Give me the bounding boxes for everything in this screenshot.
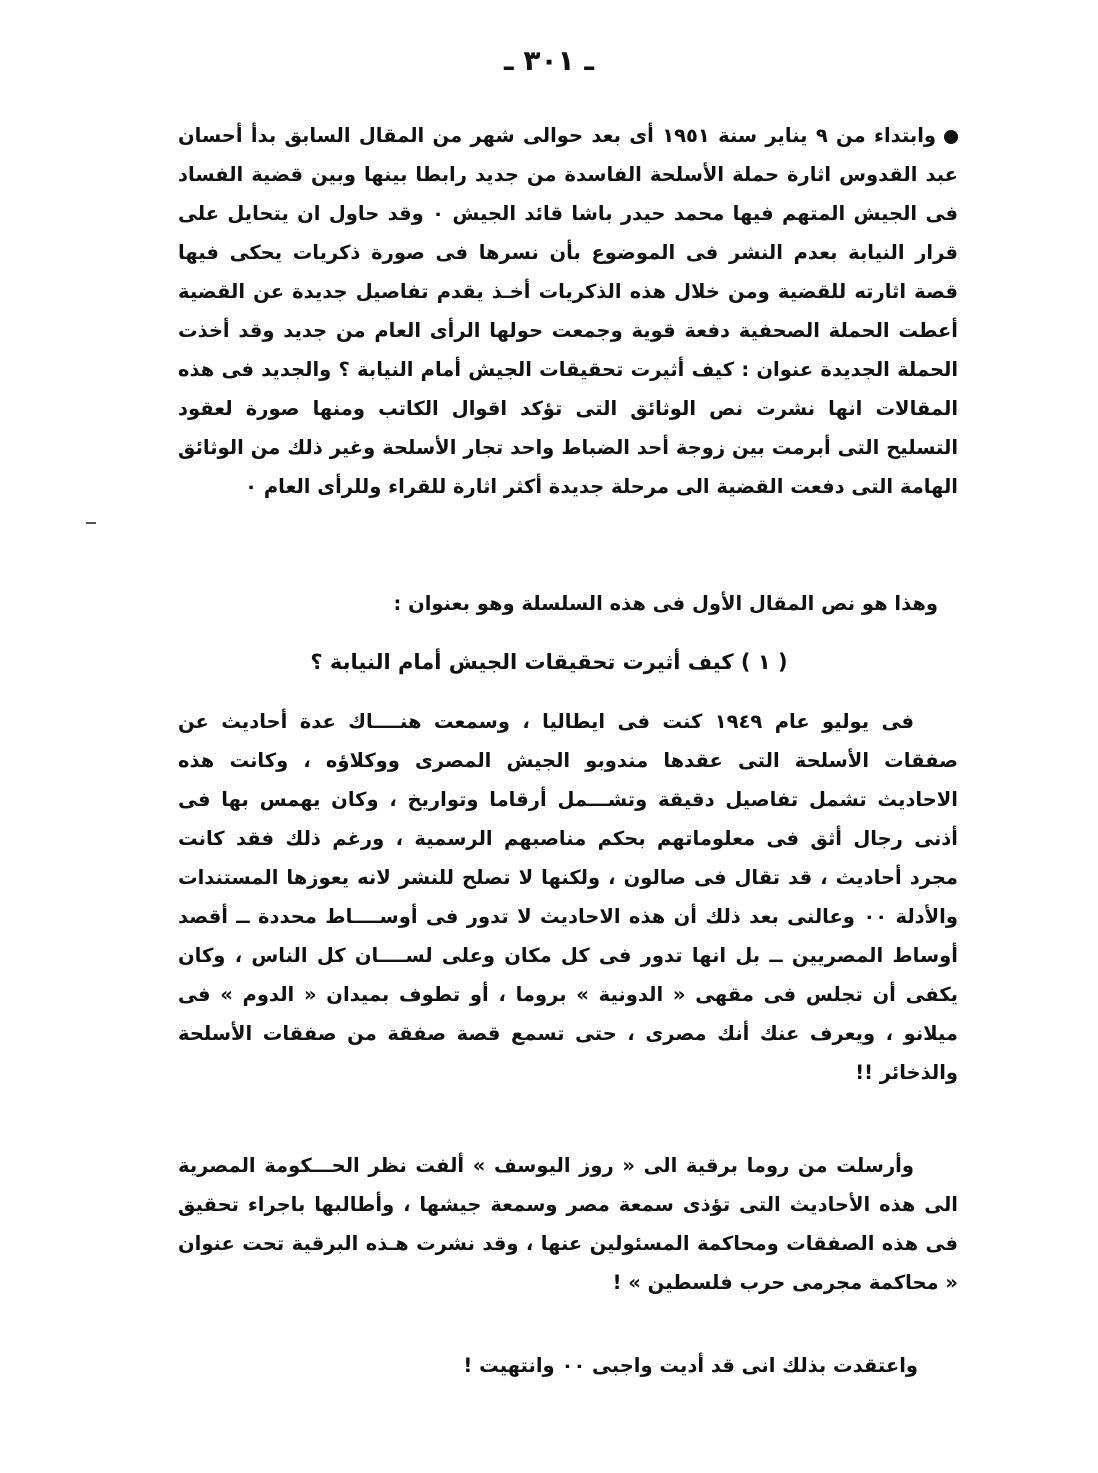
- lead-paragraph: وهذا هو نص المقال الأول فى هذه السلسلة وهو بعنوان :: [393, 592, 938, 615]
- body-paragraph-1: فى يوليو عام ١٩٤٩ كنت فى ايطاليا ، وسمعت هنــــاك عدة أحاديث عن صفقات الأسلحة التى عقدها مندوبو الجيش المصرى ووكلاؤه ، وكانت هذه الاحاديث تشمل تفاصيل دقيقة وتشـــمل أرقاما وتواريخ ، وكان يهمس بها فى أذنى رجال أثق فى معلوماتهم بحكم مناصبهم الرسمية ، ورغم ذلك فقد كانت مجرد أحاديث ، قد تقال فى صالون ، ولكنها لا تصلح للنشر لانه يعوزها المستندات والأدلة ٠٠ وعالنى بعد ذلك أن هذه الاحاديث لا تدور فى أوســــاط محددة ــ أقصد أوساط المصريين ــ بل انها تدور فى كل مكان وعلى لســــان كل الناس ، وكان يكفى أن تجلس فى مقهى « الدونية » بروما ، أو تطوف بميدان « الدوم » فى ميلانو ، ويعرف عنك أنك مصرى ، حتى تسمع قصة صفقة من صفقات الأسلحة والذخائر !!: [178, 710, 958, 1084]
- page-number: ـ ٣٠١ ـ: [504, 44, 594, 77]
- intro-text: وابتداء من ٩ يناير سنة ١٩٥١ أى بعد حوالى شهر من المقال السابق بدأ أحسان عبد القدوس اثارة حملة الأسلحة الفاسدة من جديد رابطا بينها وبين قضية الفساد فى الجيش المتهم فيها محمد حيدر باشا قائد الجيش ٠ وقد حاول ان يتحايل على قرار النيابة بعدم النشر فى الموضوع بأن نسرها فى صورة ذكريات يحكى فيها قصة اثارته للقضية ومن خلال هذه الذكريات أخـذ يقدم تفاصيل جديدة عن القضية أعطت الحملة الصحفية دفعة قوية وجمعت حولها الرأى العام من جديد وقد أخذت الحملة الجديدة عنوان : كيف أثيرت تحقيقات الجيش أمام النيابة ؟ والجديد فى هذه المقالات انها نشرت نص الوثائق التى تؤكد اقوال الكاتب ومنها صورة لعقود التسليح التى أبرمت بين زوجة أحد الضباط واحد تجار الأسلحة وغير ذلك من الوثائق الهامة التى دفعت القضية الى مرحلة جديدة أكثر اثارة للقراء وللرأى العام ٠: [178, 124, 958, 498]
- closing-paragraph: واعتقدت بذلك انى قد أديت واجبى ٠٠ وانتهيت !: [463, 1354, 918, 1377]
- bullet-icon: [944, 130, 958, 144]
- body-paragraph-2: وأرسلت من روما برقية الى « روز اليوسف » ألفت نظر الحـــكومة المصرية الى هذه الأحاديث التى تؤذى سمعة مصر وسمعة جيشها ، وأطالبها باجراء تحقيق فى هذه الصفقات ومحاكمة المسئولين عنها ، وقد نشرت هـذه البرقية تحت عنوان « محاكمة مجرمى حرب فلسطين » !: [178, 1154, 958, 1294]
- article-heading: ( ١ ) كيف أثيرت تحقيقات الجيش أمام النيابة ؟: [310, 650, 788, 674]
- intro-paragraph: [178, 116, 958, 506]
- margin-mark: [86, 522, 96, 524]
